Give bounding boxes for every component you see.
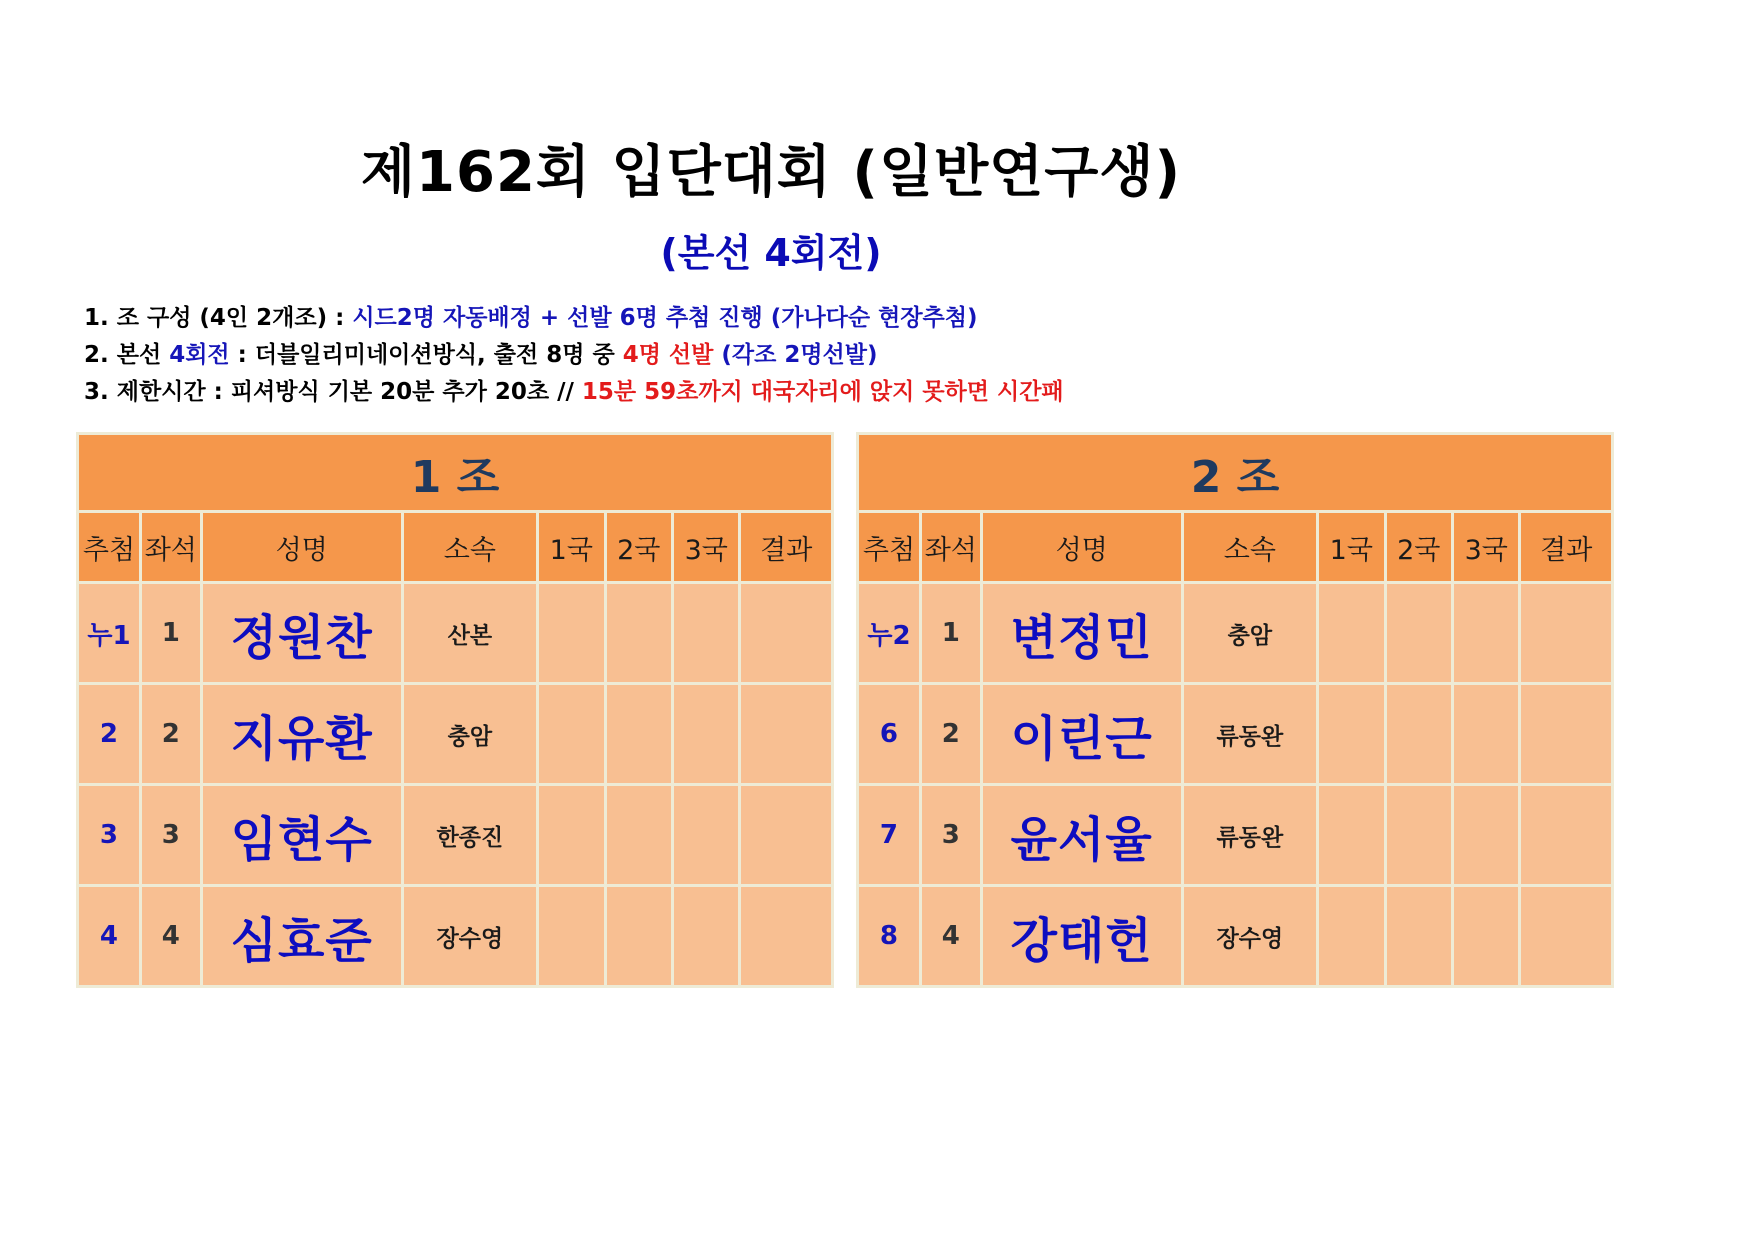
game-1-cell: [539, 685, 603, 783]
game-3-cell: [674, 887, 738, 985]
table-row: [859, 685, 1611, 783]
player-club: 장수영: [1184, 887, 1316, 985]
draw-number: 누1: [79, 584, 139, 682]
draw-number: 7: [859, 786, 919, 884]
result-cell: [741, 685, 831, 783]
game-3-cell: [674, 685, 738, 783]
group-1-table: [76, 432, 834, 988]
player-club: 산본: [404, 584, 536, 682]
table-row: [859, 786, 1611, 884]
column-header-name: 성명: [203, 513, 401, 581]
result-cell: [1521, 786, 1611, 884]
table-row: [859, 584, 1611, 682]
group-title: 1 조: [79, 435, 831, 510]
column-header-result: 결과: [1521, 513, 1611, 581]
game-3-cell: [1454, 584, 1518, 682]
column-header-club: 소속: [404, 513, 536, 581]
page-title: 제162회 입단대회 (일반연구생): [360, 140, 1182, 205]
result-cell: [741, 584, 831, 682]
result-cell: [741, 786, 831, 884]
player-club: 장수영: [404, 887, 536, 985]
column-header-game-1: 1국: [539, 513, 603, 581]
player-club: 충암: [1184, 584, 1316, 682]
draw-number: 2: [79, 685, 139, 783]
game-2-cell: [1387, 685, 1451, 783]
column-header-game-2: 2국: [1387, 513, 1451, 581]
table-row: [79, 685, 831, 783]
column-header-name: 성명: [983, 513, 1181, 581]
game-1-cell: [1319, 584, 1383, 682]
group-title: 2 조: [859, 435, 1611, 510]
rule-2-per-group: (각조 2명선발): [713, 342, 878, 368]
result-cell: [1521, 685, 1611, 783]
draw-number: 3: [79, 786, 139, 884]
seat-number: 2: [142, 685, 200, 783]
seat-number: 3: [922, 786, 980, 884]
player-name: 심효준: [203, 887, 401, 985]
column-header-game-2: 2국: [607, 513, 671, 581]
game-2-cell: [607, 584, 671, 682]
draw-number: 4: [79, 887, 139, 985]
rule-2-rounds: 4회전: [169, 342, 230, 368]
rule-2-text: 2. 본선: [84, 342, 170, 368]
seat-number: 4: [922, 887, 980, 985]
rule-3-text: 3. 제한시간 : 피셔방식 기본 20분 추가 20초 //: [84, 379, 582, 405]
draw-number: 8: [859, 887, 919, 985]
game-2-cell: [1387, 887, 1451, 985]
game-3-cell: [1454, 685, 1518, 783]
column-header-draw: 추첨: [79, 513, 139, 581]
rule-1-highlight: 시드2명 자동배정 + 선발 6명 추첨 진행 (가나다순 현장추첨): [352, 305, 978, 331]
column-header-game-1: 1국: [1319, 513, 1383, 581]
seat-number: 1: [142, 584, 200, 682]
game-2-cell: [607, 887, 671, 985]
rule-1: [84, 300, 1064, 337]
rule-1-text: 1. 조 구성 (4인 2개조) :: [84, 305, 353, 331]
player-club: 류동완: [1184, 786, 1316, 884]
table-row: [79, 786, 831, 884]
table-row: [79, 584, 831, 682]
player-club: 한종진: [404, 786, 536, 884]
player-name: 지유환: [203, 685, 401, 783]
player-club: 충암: [404, 685, 536, 783]
game-1-cell: [1319, 887, 1383, 985]
group-2-table: [856, 432, 1614, 988]
seat-number: 4: [142, 887, 200, 985]
game-3-cell: [1454, 786, 1518, 884]
result-cell: [1521, 584, 1611, 682]
table-row: [79, 887, 831, 985]
rule-2-selection: 4명 선발: [622, 342, 714, 368]
game-1-cell: [1319, 685, 1383, 783]
game-1-cell: [1319, 786, 1383, 884]
rule-3-forfeit: 15분 59초까지 대국자리에 앉지 못하면 시간패: [581, 379, 1064, 405]
column-header-seat: 좌석: [142, 513, 200, 581]
game-3-cell: [1454, 887, 1518, 985]
seat-number: 1: [922, 584, 980, 682]
game-1-cell: [539, 786, 603, 884]
column-header-result: 결과: [741, 513, 831, 581]
column-header-draw: 추첨: [859, 513, 919, 581]
draw-number: 누2: [859, 584, 919, 682]
player-name: 정원찬: [203, 584, 401, 682]
column-header-game-3: 3국: [1454, 513, 1518, 581]
player-name: 이린근: [983, 685, 1181, 783]
game-2-cell: [607, 786, 671, 884]
seat-number: 2: [922, 685, 980, 783]
player-name: 변정민: [983, 584, 1181, 682]
rule-3: [84, 374, 1064, 411]
table-row: [859, 887, 1611, 985]
page-subtitle: (본선 4회전): [660, 231, 882, 275]
rules-list: [84, 300, 1064, 411]
column-header-seat: 좌석: [922, 513, 980, 581]
column-header-game-3: 3국: [674, 513, 738, 581]
game-1-cell: [539, 887, 603, 985]
result-cell: [741, 887, 831, 985]
player-club: 류동완: [1184, 685, 1316, 783]
rule-2: [84, 337, 1064, 374]
game-1-cell: [539, 584, 603, 682]
rule-2-mid: : 더블일리미네이션방식, 출전 8명 중: [229, 342, 623, 368]
player-name: 임현수: [203, 786, 401, 884]
column-header-club: 소속: [1184, 513, 1316, 581]
game-3-cell: [674, 584, 738, 682]
player-name: 윤서율: [983, 786, 1181, 884]
seat-number: 3: [142, 786, 200, 884]
result-cell: [1521, 887, 1611, 985]
game-2-cell: [607, 685, 671, 783]
player-name: 강태헌: [983, 887, 1181, 985]
game-3-cell: [674, 786, 738, 884]
game-2-cell: [1387, 584, 1451, 682]
game-2-cell: [1387, 786, 1451, 884]
draw-number: 6: [859, 685, 919, 783]
